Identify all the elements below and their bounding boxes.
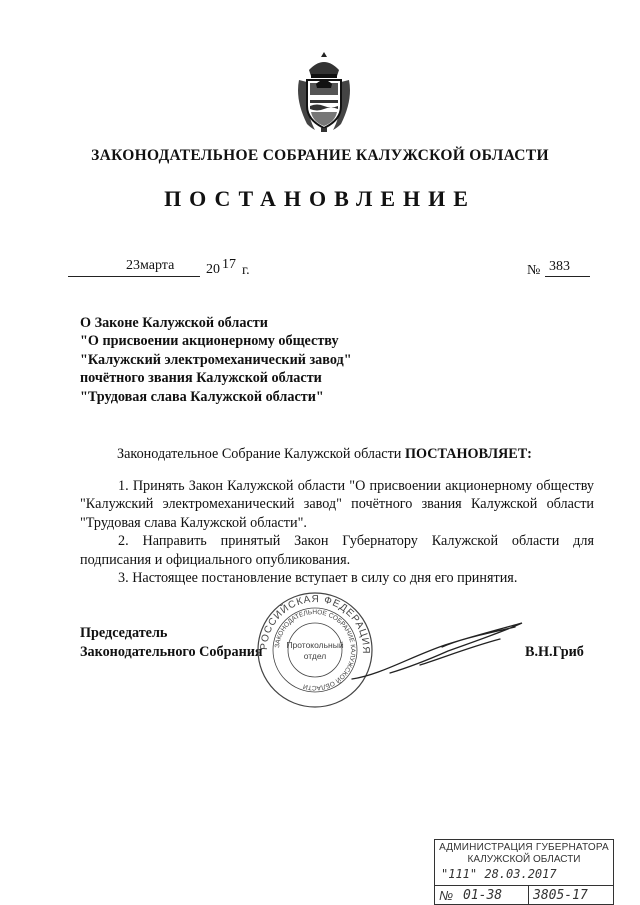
resolution-item-3: 3. Настоящее постановление вступает в силу со дня его принятия.	[118, 570, 518, 587]
stamp-number-sign: №	[439, 888, 454, 903]
subject-line: О Законе Калужской области	[80, 315, 268, 331]
organization-title: ЗАКОНОДАТЕЛЬНОЕ СОБРАНИЕ КАЛУЖСКОЙ ОБЛАСТИ	[91, 147, 549, 164]
stamp-reg-index: 01-38	[463, 888, 503, 903]
stamp-reg-number: 3805-17	[533, 888, 588, 903]
signatory-role	[80, 624, 263, 662]
document-type: ПОСТАНОВЛЕНИЕ	[164, 186, 476, 211]
seal-outer-text: РОССИЙСКАЯ ФЕДЕРАЦИЯ	[258, 593, 372, 655]
number-sign: №	[527, 263, 541, 278]
subject-line: "Калужский электромеханический завод"	[80, 351, 352, 368]
year-prefix: 20	[206, 262, 220, 277]
date-day: 23	[126, 258, 140, 273]
year-abbreviation: г.	[242, 263, 250, 278]
stamp-org-line1: АДМИНИСТРАЦИЯ ГУБЕРНАТОРА	[439, 842, 609, 853]
resolve-statement	[117, 446, 532, 463]
signatory-name: В.Н.Гриб	[525, 644, 584, 660]
resolve-keyword: ПОСТАНОВЛЯЕТ:	[404, 446, 532, 462]
resolution-item-2: 2. Направить принятый Закон Губернатору Калужской области для подписания и официального опубликования.	[80, 533, 594, 568]
seal-inner-text: ЗАКОНОДАТЕЛЬНОЕ СОБРАНИЕ КАЛУЖСКОЙ ОБЛАСТИ	[274, 608, 357, 692]
stamp-registration-row	[435, 885, 613, 905]
resolution-item-1: 1. Принять Закон Калужской области "О присвоении акционерному обществу "Калужский электромеханический завод" почётного звания Калужской области "Трудовая слава Калужской области".	[80, 478, 594, 531]
year-suffix: 17	[222, 257, 236, 272]
stamp-divider	[528, 886, 529, 905]
coat-of-arms-emblem	[293, 50, 355, 134]
signatory-role-line: Законодательного Собрания	[80, 644, 263, 660]
resolve-text: Законодательное Собрание Калужской области	[117, 446, 405, 462]
subject-line: "Трудовая слава Калужской области"	[80, 388, 324, 405]
subject-line: "О присвоении акционерному обществу	[80, 333, 339, 350]
document-number: 383	[545, 259, 590, 277]
stamp-org-line2: КАЛУЖСКОЙ ОБЛАСТИ	[467, 854, 581, 865]
date-month: марта	[140, 258, 175, 273]
seal-center-line2: отдел	[303, 651, 327, 661]
subject-line: почётного звания Калужской области	[80, 370, 322, 387]
stamp-date: "111" 28.03.2017	[441, 867, 557, 881]
date-underline	[68, 276, 200, 277]
resolution-body	[80, 477, 594, 587]
registration-stamp	[434, 839, 614, 905]
subject-block	[80, 314, 352, 406]
handwritten-signature	[350, 617, 525, 687]
signatory-role-line: Председатель	[80, 625, 168, 641]
seal-center-line1: Протокольный	[286, 640, 344, 650]
